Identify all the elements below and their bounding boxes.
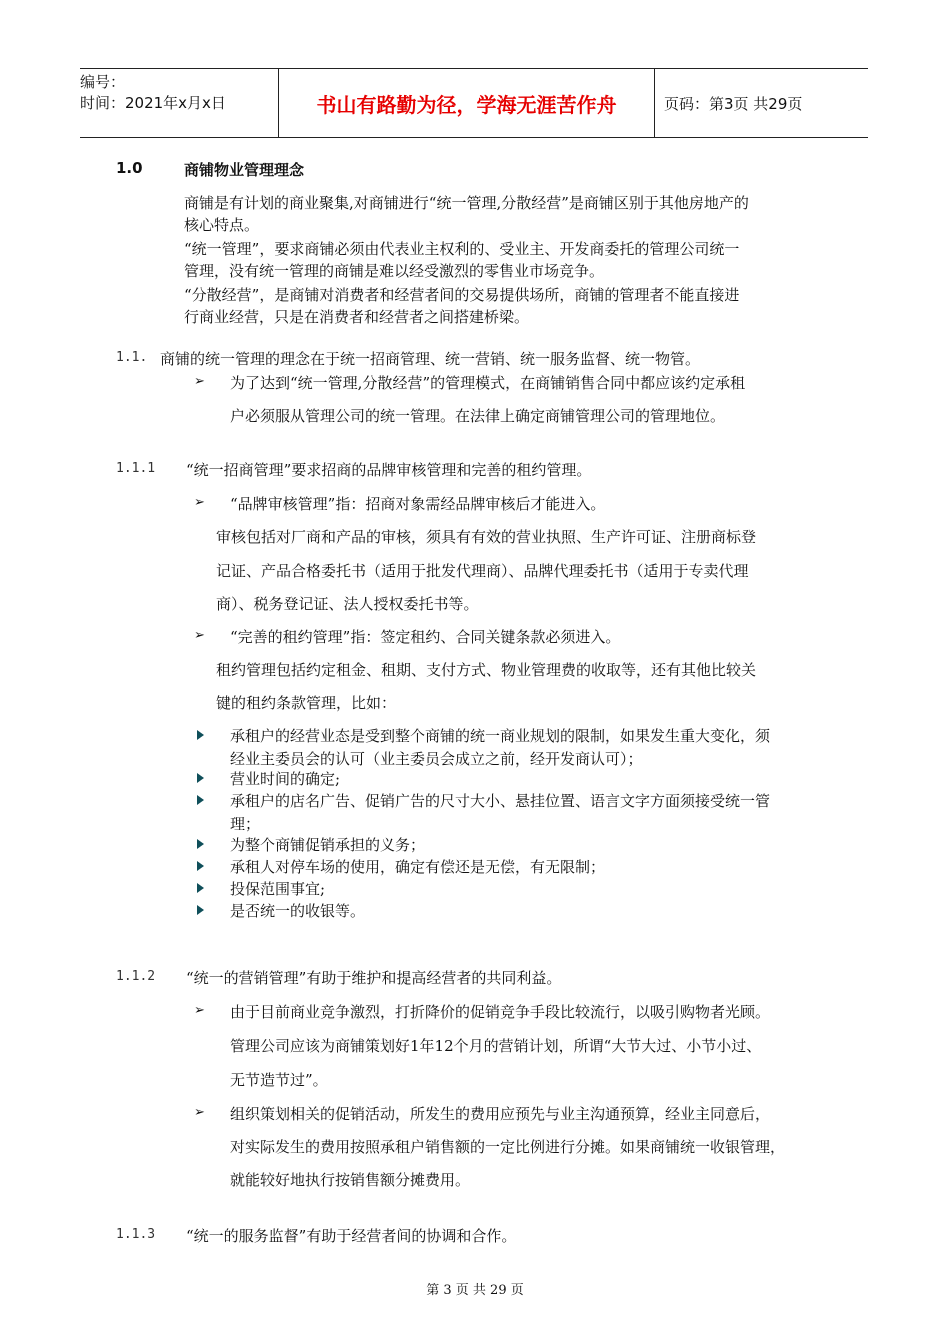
list-item: 是否统一的收银等。 — [230, 902, 366, 920]
para-line: 审核包括对厂商和产品的审核，须具有有效的营业执照、生产许可证、注册商标登 — [216, 528, 757, 546]
list-item: 承租人对停车场的使用，确定有偿还是无偿，有无限制； — [230, 858, 606, 876]
subsection-number: 1.1.2 — [116, 969, 156, 984]
arrow-bullet-icon: ➢ — [194, 1105, 205, 1120]
motto-text: 书山有路勤为径，学海无涯苦作舟 — [316, 92, 617, 117]
para-line: 键的租约条款管理，比如： — [216, 694, 397, 712]
bullet-text: 户必须服从管理公司的统一管理。在法律上确定商铺管理公司的管理地位。 — [230, 407, 726, 425]
para-line: 记证、产品合格委托书（适用于批发代理商）、品牌代理委托书（适用于专卖代理 — [216, 562, 749, 580]
subsection-title: “统一的服务监督”有助于经营者间的协调和合作。 — [186, 1227, 517, 1245]
triangle-bullet-icon — [197, 883, 204, 893]
list-item: 经业主委员会的认可（业主委员会成立之前，经开发商认可）； — [230, 750, 643, 768]
header-left-cell — [80, 69, 278, 140]
triangle-bullet-icon — [197, 839, 204, 849]
subsection-title: 商铺的统一管理的理念在于统一招商管理、统一营销、统一服务监督、统一物管。 — [160, 350, 701, 368]
intro-line: “分散经营”，是商铺对消费者和经营者间的交易提供场所，商铺的管理者不能直接进 — [184, 286, 740, 304]
intro-line: 行商业经营，只是在消费者和经营者之间搭建桥梁。 — [184, 308, 530, 326]
arrow-bullet-icon: ➢ — [194, 495, 205, 510]
header-page-cell — [654, 69, 868, 137]
number-label: 编号： — [80, 73, 126, 91]
list-item: 营业时间的确定; — [230, 770, 341, 788]
para-line: 租约管理包括约定租金、租期、支付方式、物业管理费的收取等，还有其他比较关 — [216, 661, 757, 679]
bullet-text: 就能较好地执行按销售额分摊费用。 — [230, 1171, 471, 1189]
intro-line: 商铺是有计划的商业聚集,对商铺进行“统一管理,分散经营”是商铺区别于其他房地产的 — [184, 194, 749, 212]
list-item: 承租户的经营业态是受到整个商铺的统一商业规划的限制，如果发生重大变化，须 — [230, 727, 771, 745]
arrow-bullet-icon: ➢ — [194, 374, 205, 389]
arrow-bullet-icon: ➢ — [194, 628, 205, 643]
subsection-title: “统一招商管理”要求招商的品牌审核管理和完善的租约管理。 — [186, 461, 592, 479]
page-header — [80, 68, 868, 138]
bullet-text: 管理公司应该为商铺策划好1年12个月的营销计划，所谓“大节大过、小节小过、 — [230, 1037, 762, 1055]
bullet-text: 由于目前商业竞争激烈，打折降价的促销竞争手段比较流行，以吸引购物者光顾。 — [230, 1003, 771, 1021]
bullet-text: 为了达到“统一管理,分散经营”的管理模式，在商铺销售合同中都应该约定承租 — [230, 374, 746, 392]
intro-line: 核心特点。 — [184, 216, 260, 234]
intro-line: “统一管理”，要求商铺必须由代表业主权利的、受业主、开发商委托的管理公司统一 — [184, 240, 740, 258]
bullet-text: “品牌审核管理”指：招商对象需经品牌审核后才能进入。 — [230, 495, 606, 513]
list-item: 理； — [230, 815, 261, 833]
arrow-bullet-icon: ➢ — [194, 1003, 205, 1018]
list-item: 承租户的店名广告、促销广告的尺寸大小、悬挂位置、语言文字方面须接受统一管 — [230, 792, 771, 810]
page-info: 页码：第3页 共29页 — [664, 94, 803, 113]
bullet-text: 对实际发生的费用按照承租户销售额的一定比例进行分摊。如果商铺统一收银管理， — [230, 1138, 786, 1156]
section-title: 商铺物业管理理念 — [184, 161, 305, 179]
triangle-bullet-icon — [197, 861, 204, 871]
triangle-bullet-icon — [197, 773, 204, 783]
section-number: 1.0 — [116, 159, 143, 177]
triangle-bullet-icon — [197, 905, 204, 915]
header-motto-cell — [278, 69, 655, 137]
bullet-text: 组织策划相关的促销活动，所发生的费用应预先与业主沟通预算，经业主同意后， — [230, 1105, 771, 1123]
bullet-text: 无节造节过”。 — [230, 1071, 328, 1089]
time-label: 时间：2021年x月x日 — [80, 94, 226, 112]
triangle-bullet-icon — [197, 730, 204, 740]
list-item: 投保范围事宜; — [230, 880, 326, 898]
triangle-bullet-icon — [197, 795, 204, 805]
para-line: 商）、税务登记证、法人授权委托书等。 — [216, 595, 479, 613]
subsection-number: 1.1.1 — [116, 461, 156, 476]
subsection-title: “统一的营销管理”有助于维护和提高经营者的共同利益。 — [186, 969, 562, 987]
subsection-number: 1.1.3 — [116, 1227, 156, 1242]
list-item: 为整个商铺促销承担的义务； — [230, 836, 426, 854]
intro-line: 管理，没有统一管理的商铺是难以经受激烈的零售业市场竞争。 — [184, 262, 605, 280]
page-footer: 第 3 页 共 29 页 — [426, 1283, 524, 1298]
bullet-text: “完善的租约管理”指：签定租约、合同关键条款必须进入。 — [230, 628, 621, 646]
subsection-number: 1.1. — [116, 350, 148, 365]
